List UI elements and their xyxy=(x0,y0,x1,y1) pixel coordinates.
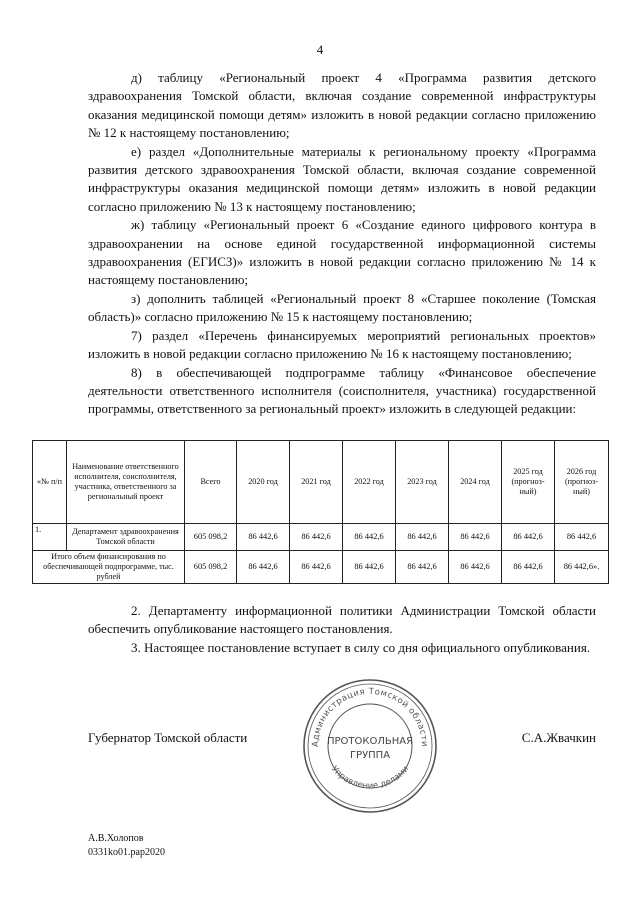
paragraph-d: д) таблицу «Региональный проект 4 «Программа развития детского здравоохранения Томской области, включая создание современной инфраструктуры оказания медицинской помощи детям» изложить в новой редакции согласно приложению № 12 к настоящему постановлению; xyxy=(88,70,596,141)
paragraph-2: 2. Департаменту информационной политики Администрации Томской области обеспечить опубликование настоящего постановления. xyxy=(88,603,596,637)
stamp-center-line-1: ПРОТОКОЛЬНАЯ xyxy=(326,736,414,747)
cell-2026: 86 442,6 xyxy=(555,524,609,551)
protocol-group-stamp xyxy=(300,676,440,816)
amendments-text xyxy=(88,69,596,419)
paragraph-zh: ж) таблицу «Региональный проект 6 «Создание единого цифрового контура в здравоохранении на основе единой государственной информационной системы здравоохранения (ЕГИСЗ)» изложить в новой редакции согласно приложению № 14 к настоящему постановлению; xyxy=(88,217,596,288)
table-total-row xyxy=(33,551,609,584)
cell-2024: 86 442,6 xyxy=(449,524,502,551)
financing-table xyxy=(32,440,609,584)
col-header-2022: 2022 год xyxy=(343,441,396,524)
col-header-2025: 2025 год (прогноз-ный) xyxy=(502,441,555,524)
footer-author: А.В.Холопов xyxy=(88,833,144,844)
table-row xyxy=(33,524,609,551)
paragraph-7: 7) раздел «Перечень финансируемых мероприятий региональных проектов» изложить в новой редакции согласно приложению № 16 к настоящему постановлению; xyxy=(88,327,596,362)
row-executor-name: Департамент здравоохранения Томской области xyxy=(67,524,185,551)
cell-2021: 86 442,6 xyxy=(290,524,343,551)
paragraph-e: е) раздел «Дополнительные материалы к региональному проекту «Программа развития детского здравоохранения Томской области, включая создание современной инфраструктуры оказания медицинской помощи детям» изложить в новой редакции согласно приложению № 13 к настоящему постановлению; xyxy=(88,143,596,214)
total-cell-2022: 86 442,6 xyxy=(343,551,396,584)
row-number: 1. xyxy=(33,524,67,551)
col-header-name: Наименование ответственного исполнителя, соисполнителя, участника, ответственного за региональный проект xyxy=(67,441,185,524)
closing-text xyxy=(88,602,596,657)
col-header-2026: 2026 год (прогноз-ный) xyxy=(555,441,609,524)
cell-total: 605 098,2 xyxy=(185,524,237,551)
stamp-center-line-2: ГРУППА xyxy=(349,750,391,761)
total-cell-total: 605 098,2 xyxy=(185,551,237,584)
cell-2022: 86 442,6 xyxy=(343,524,396,551)
total-label: Итого объем финансирования по обеспечивающей подпрограмме, тыс. рублей xyxy=(33,551,185,584)
col-header-2024: 2024 год xyxy=(449,441,502,524)
total-cell-2025: 86 442,6 xyxy=(502,551,555,584)
total-cell-2026: 86 442,6». xyxy=(555,551,609,584)
svg-text:Управление делами xyxy=(329,764,411,791)
col-header-total: Всего xyxy=(185,441,237,524)
table-header-row xyxy=(33,441,609,524)
paragraph-8: 8) в обеспечивающей подпрограмме таблицу «Финансовое обеспечение деятельности ответственного исполнителя (соисполнителя, участника) государственной программы, ответственного за региональный проект» изложить в следующей редакции: xyxy=(88,364,596,417)
footer-file: 0331ko01.pap2020 xyxy=(88,847,165,858)
signatory-name: С.А.Жвачкин xyxy=(521,730,596,745)
document-footer xyxy=(88,832,165,860)
paragraph-3: 3. Настоящее постановление вступает в силу со дня официального опубликования. xyxy=(131,639,591,655)
paragraph-z: з) дополнить таблицей «Региональный проект 8 «Старшее поколение (Томская область)» согласно приложению № 15 к настоящему постановлению; xyxy=(88,290,596,325)
signatory-title: Губернатор Томской области xyxy=(88,730,248,745)
cell-2023: 86 442,6 xyxy=(396,524,449,551)
total-cell-2020: 86 442,6 xyxy=(237,551,290,584)
col-header-2020: 2020 год xyxy=(237,441,290,524)
stamp-outer-text: Администрация Томской области xyxy=(310,686,430,748)
cell-2025: 86 442,6 xyxy=(502,524,555,551)
stamp-bottom-text: Управление делами xyxy=(328,764,412,792)
total-cell-2023: 86 442,6 xyxy=(396,551,449,584)
col-header-2023: 2023 год xyxy=(396,441,449,524)
col-header-number: «№ п/п xyxy=(33,441,67,524)
col-header-2021: 2021 год xyxy=(290,441,343,524)
cell-2020: 86 442,6 xyxy=(237,524,290,551)
page-number: 4 xyxy=(316,42,324,57)
total-cell-2024: 86 442,6 xyxy=(449,551,502,584)
total-cell-2021: 86 442,6 xyxy=(290,551,343,584)
